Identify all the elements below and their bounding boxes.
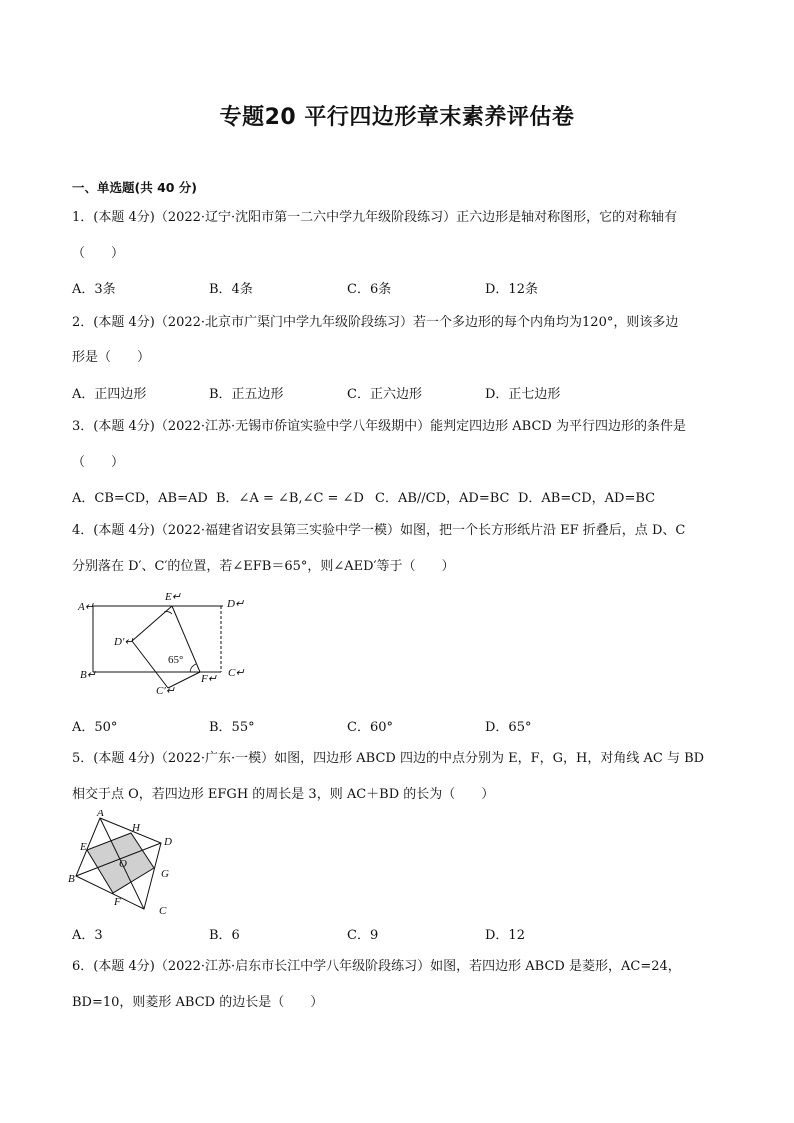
q2-option-d: D．正七边形 xyxy=(485,387,561,402)
question-5-text-cont: 相交于点 O，若四边形 EFGH 的周长是 3，则 AC＋BD 的长为（ ） xyxy=(72,787,495,802)
question-6-text: 6．(本题 4分)（2022·江苏·启东市长江中学八年级阶段练习）如图，若四边形 ABCD 是菱形，AC=24， xyxy=(72,959,681,974)
q5-option-c: C．9 xyxy=(347,928,379,943)
q2-option-b: B．正五边形 xyxy=(209,387,284,402)
fold-rectangle-figure xyxy=(72,588,262,700)
q1-option-b: B．4条 xyxy=(209,282,253,297)
q1-option-d: D．12条 xyxy=(485,282,538,297)
label-b: B xyxy=(68,873,75,885)
q3-option-c: C．AB//CD，AD=BC xyxy=(375,491,510,506)
label-e: E xyxy=(80,841,87,853)
label-g: G xyxy=(161,868,169,880)
q2-option-c: C．正六边形 xyxy=(347,387,422,402)
q4-option-a: A．50° xyxy=(72,720,118,735)
q5-option-d: D．12 xyxy=(485,928,525,943)
q3-option-d: D．AB=CD，AD=BC xyxy=(518,491,656,506)
label-d-prime: D′↵ xyxy=(114,636,134,648)
figure-angle-arc-f xyxy=(190,664,196,672)
figure-angle-arc-e xyxy=(164,612,172,614)
q5-option-b: B．6 xyxy=(209,928,240,943)
label-c: C xyxy=(159,905,167,917)
label-angle-65: 65° xyxy=(168,654,184,666)
question-1-text-cont: （ ） xyxy=(72,246,125,261)
midpoint-quadrilateral-figure xyxy=(66,810,186,920)
question-4-text-cont: 分别落在 D′、C′的位置，若∠EFB＝65°，则∠AED′等于（ ） xyxy=(72,559,455,574)
label-a: A↵ xyxy=(78,601,94,613)
question-2-text-cont: 形是（ ） xyxy=(72,350,151,365)
label-d: D xyxy=(164,836,172,848)
label-b: B↵ xyxy=(80,669,96,681)
q4-option-c: C．60° xyxy=(347,720,393,735)
question-6-text-cont: BD=10，则菱形 ABCD 的边长是（ ） xyxy=(72,995,324,1010)
label-h: H xyxy=(132,822,140,834)
question-2-text: 2．(本题 4分)（2022·北京市广渠门中学九年级阶段练习）若一个多边形的每个内角均为120°，则该多边 xyxy=(72,315,679,330)
label-a: A xyxy=(97,810,104,819)
label-o: O xyxy=(119,858,127,870)
figure-line-d-prime-c-prime xyxy=(132,641,168,688)
label-c-prime: C′↵ xyxy=(156,685,175,697)
question-5-text: 5．(本题 4分)（2022·广东·一模）如图，四边形 ABCD 四边的中点分别为 E，F，G，H，对角线 AC 与 BD xyxy=(72,751,705,766)
question-3-text: 3．(本题 4分)（2022·江苏·无锡市侨谊实验中学八年级期中）能判定四边形 ABCD 为平行四边形的条件是 xyxy=(72,419,686,434)
section-heading: 一、单选题(共 40 分) xyxy=(72,180,198,195)
label-d: D↵ xyxy=(227,598,245,610)
q3-option-a: A．CB=CD，AB=AD xyxy=(72,491,208,506)
question-1-text: 1．(本题 4分)（2022·辽宁·沈阳市第一二六中学九年级阶段练习）正六边形是轴对称图形，它的对称轴有 xyxy=(72,210,678,225)
q1-option-a: A．3条 xyxy=(72,282,116,297)
label-f: F xyxy=(114,896,121,908)
q5-option-a: A．3 xyxy=(72,928,103,943)
q3-option-b: B．∠A = ∠B,∠C = ∠D xyxy=(216,491,364,506)
q4-option-d: D．65° xyxy=(485,720,532,735)
label-f: F↵ xyxy=(201,673,217,685)
question-3-text-cont: （ ） xyxy=(72,455,125,470)
q4-option-b: B．55° xyxy=(209,720,255,735)
question-4-text: 4．(本题 4分)（2022·福建省诏安县第三实验中学一模）如图，把一个长方形纸片沿 EF 折叠后，点 D、C xyxy=(72,523,686,538)
label-e: E↵ xyxy=(165,591,181,603)
page-title: 专题20 平行四边形章末素养评估卷 xyxy=(219,105,575,130)
label-c: C↵ xyxy=(228,667,245,679)
q2-option-a: A．正四边形 xyxy=(72,387,147,402)
q1-option-c: C．6条 xyxy=(347,282,392,297)
